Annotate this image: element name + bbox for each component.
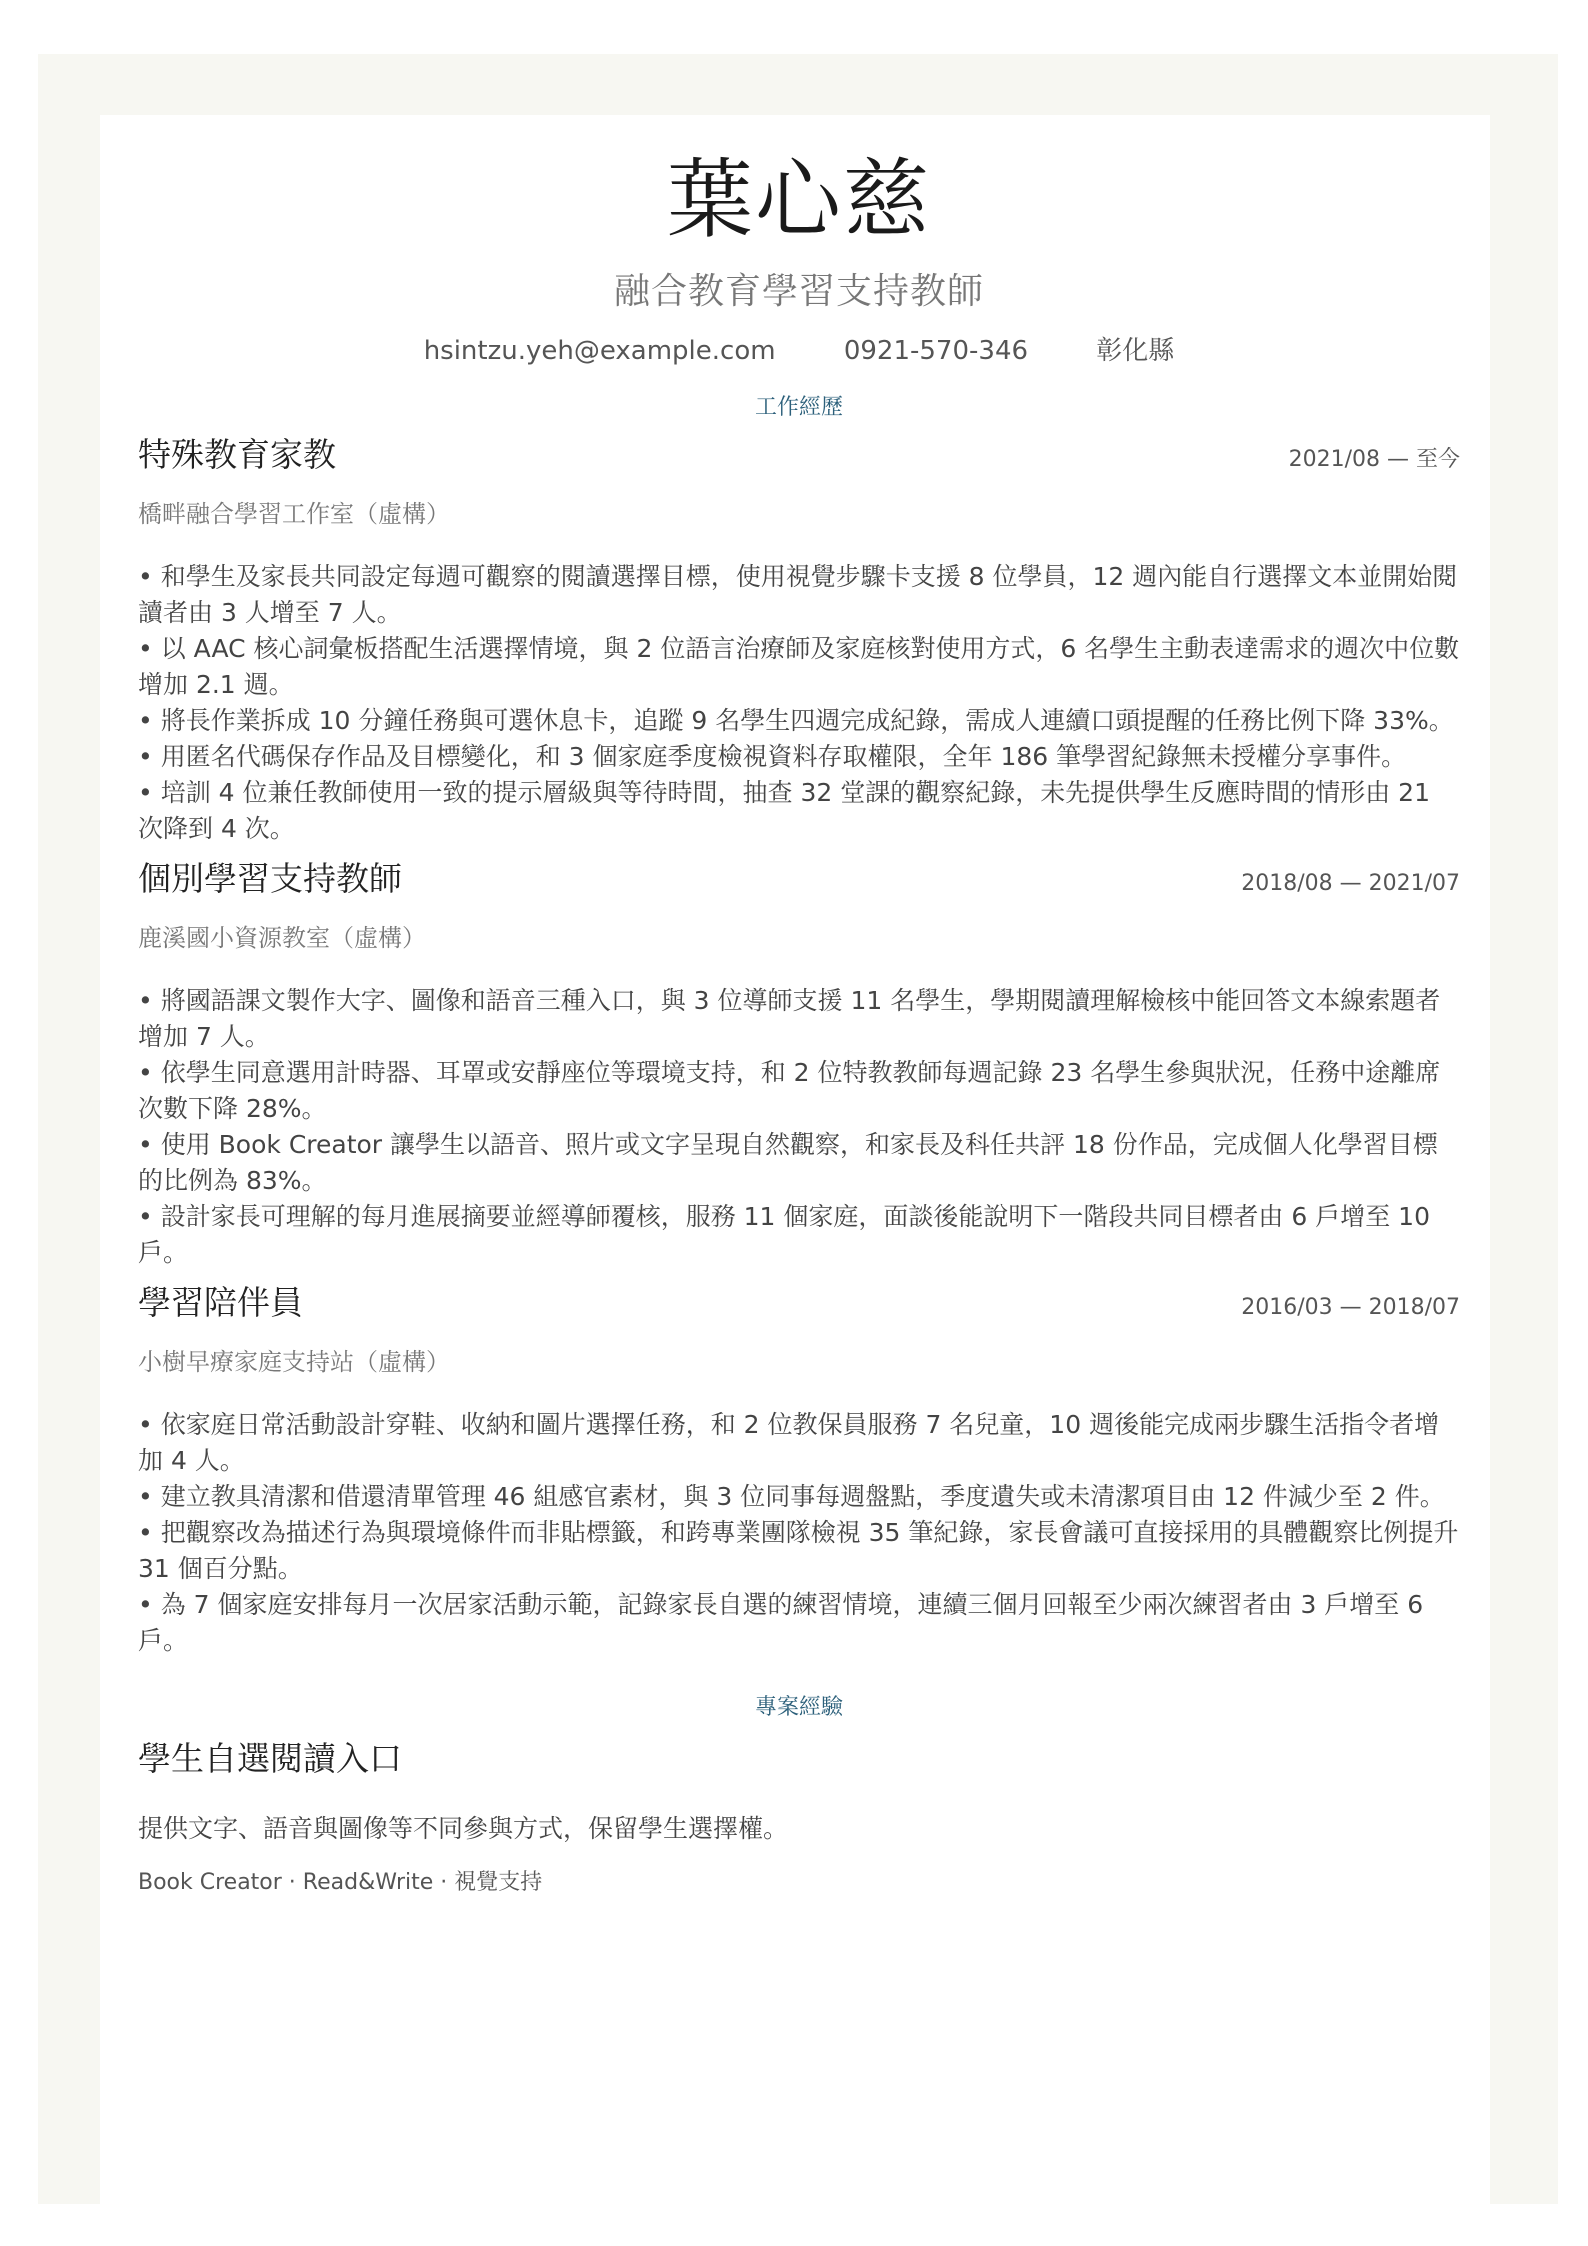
job-bullet: • 依家庭日常活動設計穿鞋、收納和圖片選擇任務，和 2 位教保員服務 7 名兒童，10 週後能完成兩步驟生活指令者增加 4 人。 xyxy=(138,1407,1460,1479)
job-dates: 2016/03 — 2018/07 xyxy=(1241,1295,1460,1320)
job-role: 特殊教育家教 xyxy=(138,435,336,474)
job-bullet: • 和學生及家長共同設定每週可觀察的閱讀選擇目標，使用視覺步驟卡支援 8 位學員，12 週內能自行選擇文本並開始閱讀者由 3 人增至 7 人。 xyxy=(138,559,1460,631)
job-bullet: • 建立教具清潔和借還清單管理 46 組感官素材，與 3 位同事每週盤點，季度遺失或未清潔項目由 12 件減少至 2 件。 xyxy=(138,1479,1460,1515)
job-bullet: • 把觀察改為描述行為與環境條件而非貼標籤，和跨專業團隊檢視 35 筆紀錄，家長會議可直接採用的具體觀察比例提升 31 個百分點。 xyxy=(138,1515,1460,1587)
job-organization: 鹿溪國小資源教室（虛構） xyxy=(138,924,426,952)
job-entry xyxy=(138,1279,1460,1659)
section-title-experience: 工作經歷 xyxy=(754,395,843,420)
project-entry xyxy=(138,1735,1460,1899)
contact-line xyxy=(138,333,1460,369)
section-title-projects: 專案經驗 xyxy=(754,1695,843,1720)
job-role: 個別學習支持教師 xyxy=(138,859,402,898)
job-organization: 小樹早療家庭支持站（虛構） xyxy=(138,1348,450,1376)
job-bullet: • 用匿名代碼保存作品及目標變化，和 3 個家庭季度檢視資料存取權限，全年 186 筆學習紀錄無未授權分享事件。 xyxy=(138,739,1460,775)
job-entry xyxy=(138,855,1460,1271)
project-description: 提供文字、語音與圖像等不同參與方式，保留學生選擇權。 xyxy=(138,1814,789,1843)
candidate-name: 葉心慈 xyxy=(667,150,931,250)
job-bullet: • 依學生同意選用計時器、耳罩或安靜座位等環境支持，和 2 位特教教師每週記錄 23 名學生參與狀況，任務中途離席次數下降 28%。 xyxy=(138,1055,1460,1127)
job-header xyxy=(138,1279,1460,1327)
job-header xyxy=(138,431,1460,479)
job-bullet: • 培訓 4 位兼任教師使用一致的提示層級與等待時間，抽查 32 堂課的觀察紀錄，未先提供學生反應時間的情形由 21 次降到 4 次。 xyxy=(138,775,1460,847)
candidate-title: 融合教育學習支持教師 xyxy=(613,271,984,312)
job-bullet: • 設計家長可理解的每月進展摘要並經導師覆核，服務 11 個家庭，面談後能說明下一階段共同目標者由 6 戶增至 10 戶。 xyxy=(138,1199,1460,1271)
contact-location: 彰化縣 xyxy=(1096,336,1175,366)
job-entry xyxy=(138,431,1460,847)
project-tags: Book Creator · Read&Write · 視覺支持 xyxy=(138,1870,543,1895)
job-role: 學習陪伴員 xyxy=(138,1283,303,1322)
job-bullet: • 將長作業拆成 10 分鐘任務與可選休息卡，追蹤 9 名學生四週完成紀錄，需成人連續口頭提醒的任務比例下降 33%。 xyxy=(138,703,1460,739)
job-bullet: • 將國語課文製作大字、圖像和語音三種入口，與 3 位導師支援 11 名學生，學期閱讀理解檢核中能回答文本線索題者增加 7 人。 xyxy=(138,983,1460,1055)
job-bullet: • 使用 Book Creator 讓學生以語音、照片或文字呈現自然觀察，和家長及科任共評 18 份作品，完成個人化學習目標的比例為 83%。 xyxy=(138,1127,1460,1199)
job-header xyxy=(138,855,1460,903)
job-dates: 2021/08 — 至今 xyxy=(1288,447,1460,472)
job-bullets xyxy=(138,983,1460,1271)
job-organization: 橋畔融合學習工作室（虛構） xyxy=(138,500,450,528)
contact-email[interactable]: hsintzu.yeh@example.com xyxy=(423,336,776,366)
project-name: 學生自選閱讀入口 xyxy=(138,1739,402,1778)
job-dates: 2018/08 — 2021/07 xyxy=(1241,871,1460,896)
job-bullet: • 以 AAC 核心詞彙板搭配生活選擇情境，與 2 位語言治療師及家庭核對使用方式，6 名學生主動表達需求的週次中位數增加 2.1 週。 xyxy=(138,631,1460,703)
contact-phone[interactable]: 0921-570-346 xyxy=(843,336,1029,366)
resume-content xyxy=(138,115,1460,1899)
job-bullets xyxy=(138,1407,1460,1659)
job-bullets xyxy=(138,559,1460,847)
job-bullet: • 為 7 個家庭安排每月一次居家活動示範，記錄家長自選的練習情境，連續三個月回報至少兩次練習者由 3 戶增至 6 戶。 xyxy=(138,1587,1460,1659)
